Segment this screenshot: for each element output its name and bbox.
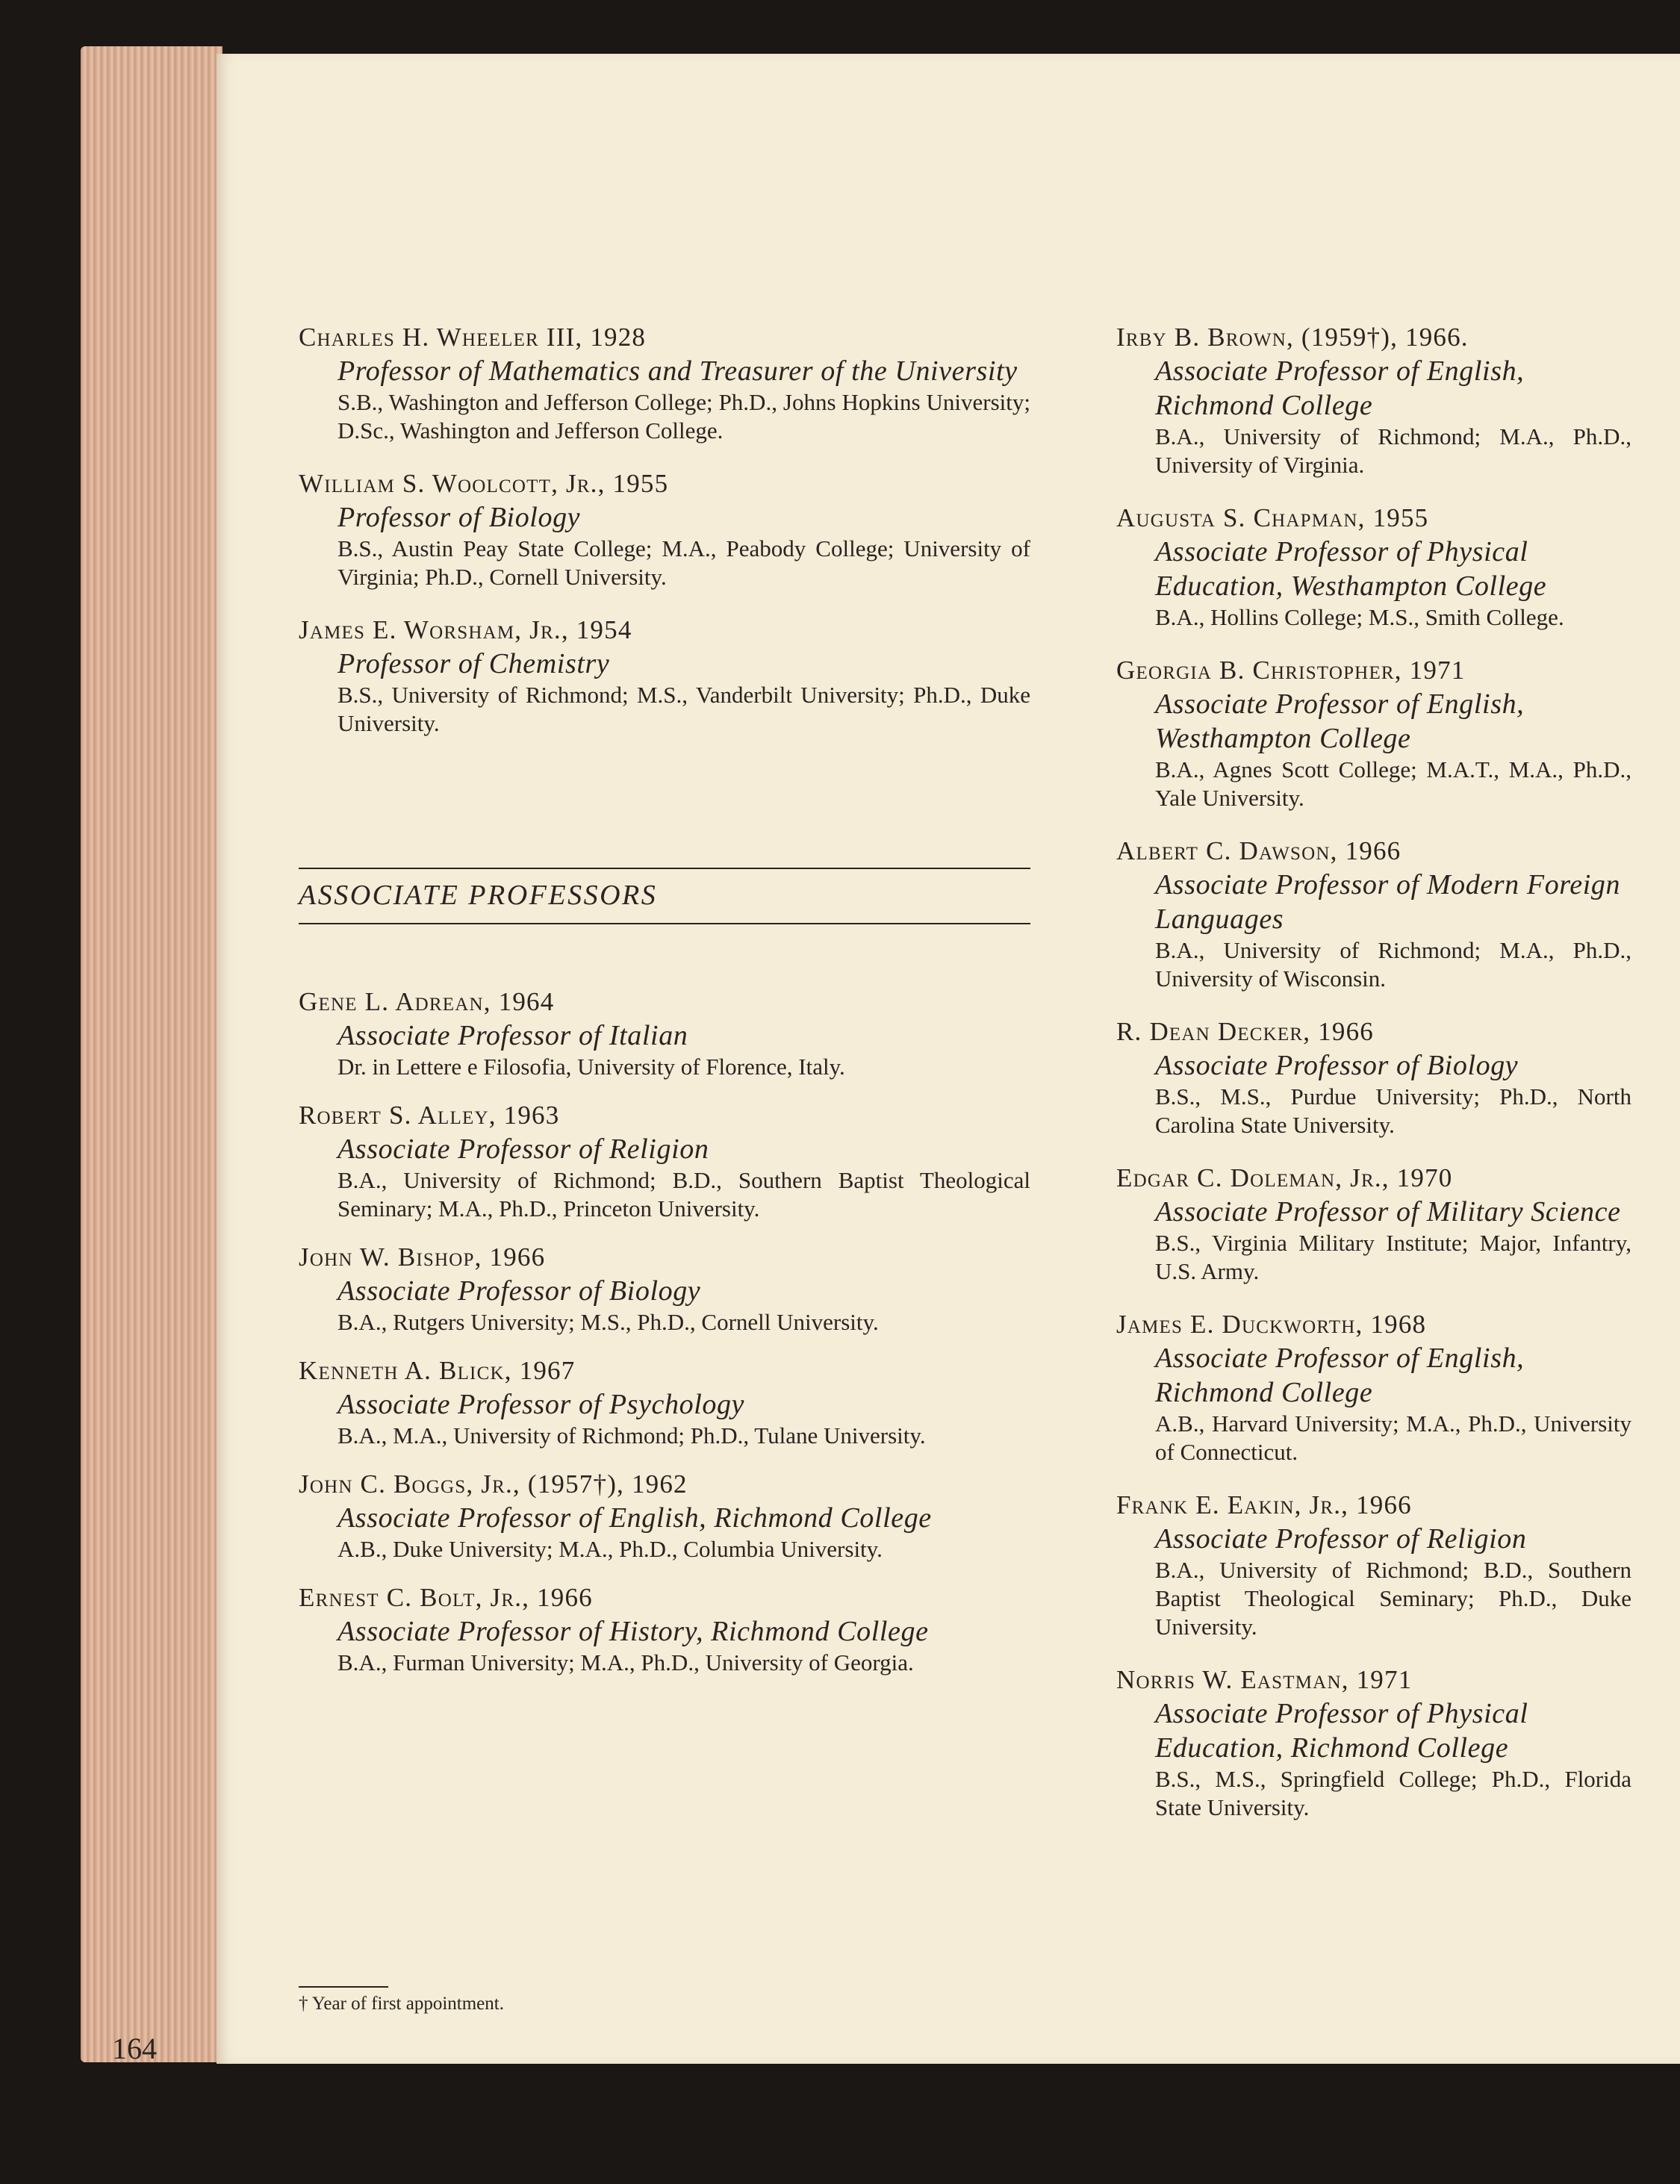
faculty-entry xyxy=(299,986,1030,1081)
faculty-degrees: B.A., University of Richmond; M.A., Ph.D., University of Virginia. xyxy=(1155,423,1631,478)
faculty-entry xyxy=(299,1099,1030,1223)
faculty-name: Charles H. Wheeler III, 1928 xyxy=(299,323,647,352)
faculty-title: Professor of Mathematics and Treasurer of the University xyxy=(337,355,1018,387)
faculty-name: Ernest C. Bolt, Jr., 1966 xyxy=(299,1583,593,1612)
faculty-title: Associate Professor of English, Richmond College xyxy=(1155,1343,1525,1408)
faculty-degrees: B.S., M.S., Purdue University; Ph.D., North Carolina State University. xyxy=(1155,1083,1631,1138)
faculty-list-associate-right xyxy=(1116,321,1631,1822)
footnote-rule xyxy=(299,1986,388,1988)
faculty-entry xyxy=(299,467,1030,591)
faculty-entry xyxy=(299,1241,1030,1337)
faculty-name: Irby B. Brown, (1959†), 1966. xyxy=(1116,323,1469,352)
faculty-entry xyxy=(1116,321,1631,479)
faculty-entry xyxy=(299,614,1030,738)
faculty-name: Albert C. Dawson, 1966 xyxy=(1116,836,1401,865)
faculty-name: Georgia B. Christopher, 1971 xyxy=(1116,656,1466,685)
faculty-title: Associate Professor of Modern Foreign Languages xyxy=(1155,869,1621,935)
faculty-degrees: B.S., Austin Peay State College; M.A., Peabody College; University of Virginia; Ph.D., Cornell University. xyxy=(337,535,1030,590)
faculty-degrees: B.A., University of Richmond; M.A., Ph.D., University of Wisconsin. xyxy=(1155,937,1631,992)
faculty-title: Associate Professor of Military Science xyxy=(1155,1196,1621,1228)
faculty-name: Norris W. Eastman, 1971 xyxy=(1116,1665,1413,1694)
faculty-degrees: B.S., Virginia Military Institute; Major, Infantry, U.S. Army. xyxy=(1155,1230,1631,1284)
faculty-name: Kenneth A. Blick, 1967 xyxy=(299,1356,576,1385)
section-heading: ASSOCIATE PROFESSORS xyxy=(299,868,1030,924)
faculty-degrees: B.A., M.A., University of Richmond; Ph.D., Tulane University. xyxy=(337,1422,926,1449)
faculty-name: Robert S. Alley, 1963 xyxy=(299,1101,560,1130)
faculty-entry xyxy=(1116,1664,1631,1822)
faculty-entry xyxy=(1116,1015,1631,1139)
faculty-title: Associate Professor of English, Richmond College xyxy=(337,1502,932,1534)
faculty-title: Associate Professor of English, Richmond College xyxy=(1155,355,1525,421)
faculty-name: James E. Worsham, Jr., 1954 xyxy=(299,615,632,644)
page-number: 164 xyxy=(112,2032,157,2065)
faculty-title: Associate Professor of English, Westhampton College xyxy=(1155,688,1525,754)
faculty-entry xyxy=(299,321,1030,445)
faculty-title: Associate Professor of Biology xyxy=(1155,1050,1519,1081)
faculty-name: R. Dean Decker, 1966 xyxy=(1116,1017,1374,1046)
faculty-degrees: B.A., Hollins College; M.S., Smith College. xyxy=(1155,604,1564,630)
faculty-degrees: S.B., Washington and Jefferson College; Ph.D., Johns Hopkins University; D.Sc., Washington and Jefferson College. xyxy=(337,389,1030,444)
faculty-name: Frank E. Eakin, Jr., 1966 xyxy=(1116,1490,1412,1519)
faculty-list-professors xyxy=(299,321,1030,738)
faculty-name: John C. Boggs, Jr., (1957†), 1962 xyxy=(299,1469,688,1499)
faculty-name: Augusta S. Chapman, 1955 xyxy=(1116,503,1429,532)
faculty-degrees: A.B., Duke University; M.A., Ph.D., Columbia University. xyxy=(337,1536,883,1562)
faculty-title: Associate Professor of Biology xyxy=(337,1275,701,1307)
faculty-entry xyxy=(299,1354,1030,1450)
footnote: † Year of first appointment. xyxy=(299,1994,504,2014)
faculty-name: Edgar C. Doleman, Jr., 1970 xyxy=(1116,1163,1453,1192)
faculty-name: William S. Woolcott, Jr., 1955 xyxy=(299,469,669,498)
faculty-degrees: B.A., University of Richmond; B.D., Southern Baptist Theological Seminary; M.A., Ph.D., Princeton University. xyxy=(337,1167,1030,1222)
faculty-title: Professor of Biology xyxy=(337,502,581,533)
faculty-degrees: B.A., University of Richmond; B.D., Southern Baptist Theological Seminary; Ph.D., Duke University. xyxy=(1155,1557,1631,1640)
faculty-name: James E. Duckworth, 1968 xyxy=(1116,1310,1427,1339)
faculty-degrees: Dr. in Lettere e Filosofia, University of Florence, Italy. xyxy=(337,1054,845,1080)
faculty-entry xyxy=(1116,1489,1631,1641)
faculty-entry xyxy=(1116,1162,1631,1286)
faculty-entry xyxy=(299,1581,1030,1677)
book-page-edges xyxy=(81,46,223,2062)
faculty-title: Associate Professor of History, Richmond College xyxy=(337,1616,929,1647)
faculty-title: Associate Professor of Italian xyxy=(337,1020,688,1051)
faculty-title: Associate Professor of Psychology xyxy=(337,1389,745,1420)
faculty-title: Associate Professor of Physical Education, Richmond College xyxy=(1155,1698,1528,1764)
faculty-entry xyxy=(1116,1308,1631,1466)
faculty-title: Professor of Chemistry xyxy=(337,648,610,679)
faculty-degrees: B.S., M.S., Springfield College; Ph.D., Florida State University. xyxy=(1155,1766,1631,1820)
faculty-degrees: B.A., Rutgers University; M.S., Ph.D., Cornell University. xyxy=(337,1309,879,1335)
faculty-title: Associate Professor of Religion xyxy=(337,1133,709,1165)
faculty-degrees: A.B., Harvard University; M.A., Ph.D., University of Connecticut. xyxy=(1155,1410,1631,1465)
faculty-title: Associate Professor of Physical Education, Westhampton College xyxy=(1155,536,1547,602)
faculty-degrees: B.A., Furman University; M.A., Ph.D., University of Georgia. xyxy=(337,1649,914,1676)
faculty-degrees: B.A., Agnes Scott College; M.A.T., M.A., Ph.D., Yale University. xyxy=(1155,756,1631,811)
faculty-name: Gene L. Adrean, 1964 xyxy=(299,987,555,1016)
faculty-entry xyxy=(1116,654,1631,812)
faculty-degrees: B.S., University of Richmond; M.S., Vanderbilt University; Ph.D., Duke University. xyxy=(337,682,1030,736)
faculty-list-associate-left xyxy=(299,986,1030,1677)
faculty-entry xyxy=(1116,502,1631,632)
faculty-entry xyxy=(1116,835,1631,993)
faculty-entry xyxy=(299,1468,1030,1564)
faculty-name: John W. Bishop, 1966 xyxy=(299,1242,546,1272)
faculty-title: Associate Professor of Religion xyxy=(1155,1523,1527,1555)
